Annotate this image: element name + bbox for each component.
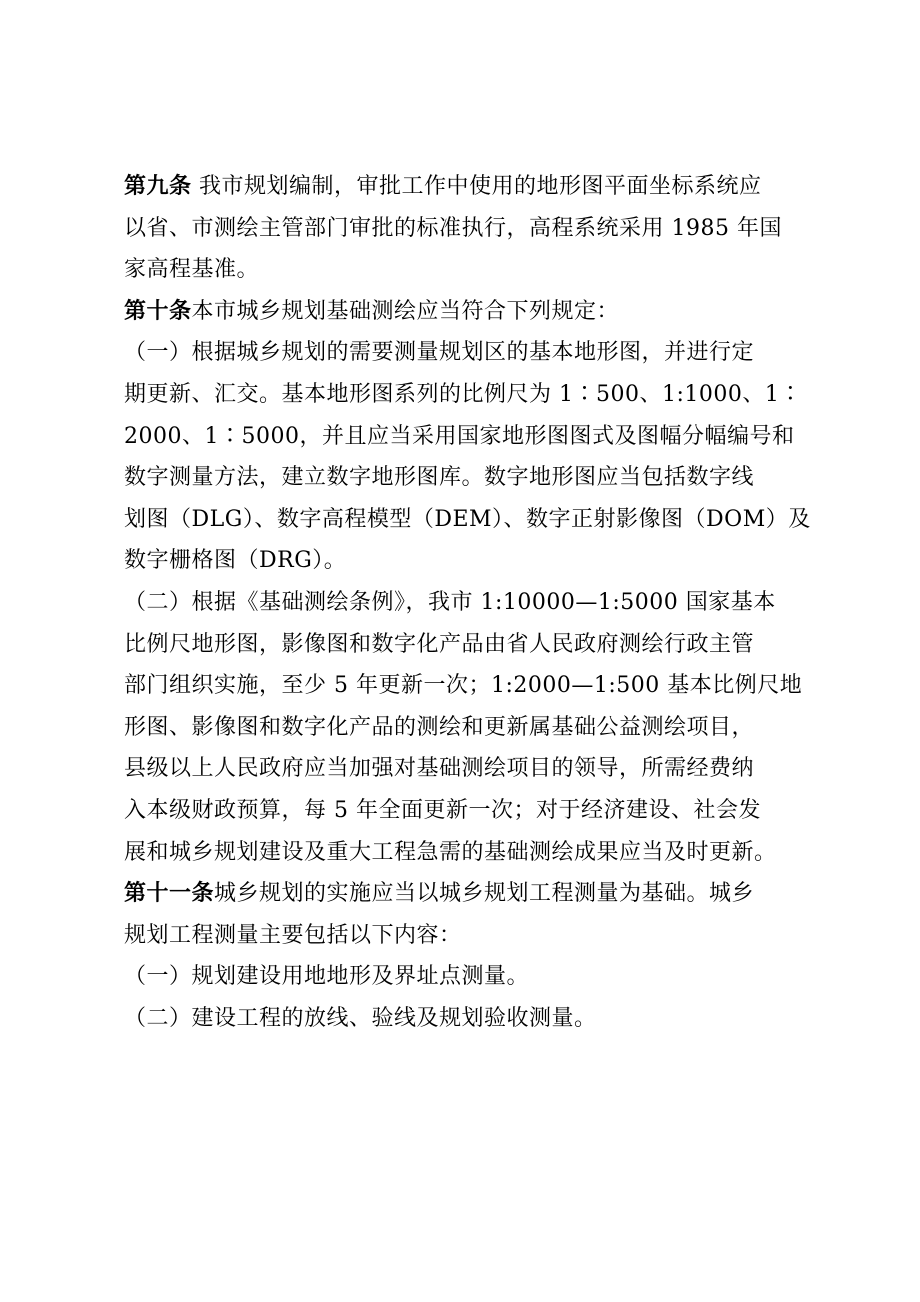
article-text: 我市规划编制，审批工作中使用的地形图平面坐标系统应 <box>191 174 762 199</box>
article-11-item-2 <box>124 998 804 1040</box>
text-line: 展和城乡规划建设及重大工程急需的基础测绘成果应当及时更新。 <box>124 839 777 865</box>
text-line: 以省、市测绘主管部门审批的标准执行，高程系统采用 1985 年国 <box>124 215 782 241</box>
article-10-item-2 <box>124 582 804 873</box>
article-text: 本市城乡规划基础测绘应当符合下列规定： <box>191 298 620 324</box>
text-line: （二）建设工程的放线、验线及规划验收测量。 <box>124 1005 597 1031</box>
text-line: 划图（DLG）、数字高程模型（DEM）、数字正射影像图（DOM）及 <box>124 506 811 532</box>
text-line: 规划工程测量主要包括以下内容： <box>124 922 462 948</box>
text-line: 家高程基准。 <box>124 257 260 283</box>
text-line: 比例尺地形图，影像图和数字化产品由省人民政府测绘行政主管 <box>124 631 755 657</box>
text-line <box>124 291 804 333</box>
article-text: 城乡规划的实施应当以城乡规划工程测量为基础。城乡 <box>214 881 755 907</box>
text-line: （二）根据《基础测绘条例》，我市 1:10000—1:5000 国家基本 <box>124 589 776 615</box>
text-line: 数字测量方法，建立数字地形图库。数字地形图应当包括数字线 <box>124 465 755 491</box>
text-line: 入本级财政预算，每 5 年全面更新一次；对于经济建设、社会发 <box>124 797 761 823</box>
document-body <box>124 166 811 1039</box>
text-line: 形图、影像图和数字化产品的测绘和更新属基础公益测绘项目， <box>124 714 755 740</box>
text-line: 2000、1∶5000，并且应当采用国家地形图图式及图幅分幅编号和 <box>124 423 795 449</box>
article-heading: 第十条 <box>124 297 192 324</box>
article-11 <box>124 873 804 956</box>
text-line: 部门组织实施，至少 5 年更新一次；1:2000—1:500 基本比例尺地 <box>124 673 803 699</box>
article-10-item-1 <box>124 332 811 582</box>
text-line: 期更新、汇交。基本地形图系列的比例尺为 1∶500、1:1000、1∶ <box>124 381 802 407</box>
text-line <box>124 166 804 208</box>
text-line: 数字栅格图（DRG）。 <box>124 548 347 574</box>
article-heading: 第九条 <box>124 173 192 199</box>
text-line: （一）规划建设用地地形及界址点测量。 <box>124 964 530 990</box>
article-heading: 第十一条 <box>124 880 215 907</box>
text-line: 县级以上人民政府应当加强对基础测绘项目的领导，所需经费纳 <box>124 756 755 782</box>
text-line <box>124 873 804 915</box>
article-9 <box>124 166 804 291</box>
article-11-item-1 <box>124 956 804 998</box>
text-line: （一）根据城乡规划的需要测量规划区的基本地形图，并进行定 <box>124 340 755 366</box>
article-10 <box>124 291 804 333</box>
